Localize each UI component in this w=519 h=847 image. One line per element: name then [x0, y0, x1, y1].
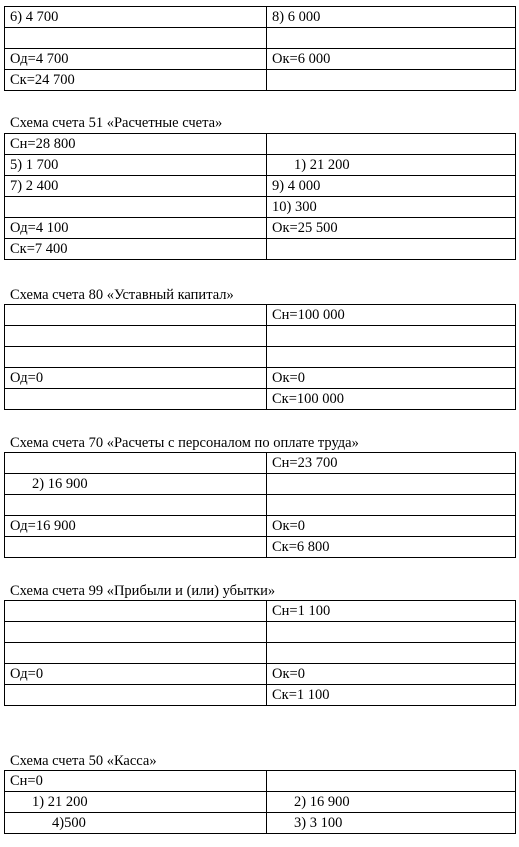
table-row: [5, 326, 516, 347]
table-row: [5, 664, 516, 685]
table-row: [5, 347, 516, 368]
debit-cell: 5) 1 700: [5, 155, 267, 176]
debit-cell: [5, 326, 267, 347]
credit-turnover-cell: Ок=0: [267, 368, 516, 389]
table-row: [5, 134, 516, 155]
table-row: [5, 176, 516, 197]
opening-balance-cell: Сн=23 700: [267, 453, 516, 474]
table-row: [5, 239, 516, 260]
debit-cell: [5, 389, 267, 410]
debit-cell: 2) 16 900: [5, 474, 267, 495]
credit-cell: [267, 28, 516, 49]
opening-balance-cell: Сн=100 000: [267, 305, 516, 326]
account-80-title: Схема счета 80 «Уставный капитал»: [10, 287, 234, 303]
closing-balance-cell: Ск=1 100: [267, 685, 516, 706]
credit-turnover-cell: Ок=6 000: [267, 49, 516, 70]
credit-cell: 1) 21 200: [267, 155, 516, 176]
table-row: [5, 643, 516, 664]
debit-cell: [5, 685, 267, 706]
table-row: [5, 453, 516, 474]
debit-turnover-cell: Од=4 700: [5, 49, 267, 70]
account-51-table: [4, 133, 516, 260]
table-row: [5, 305, 516, 326]
account-99-table: [4, 600, 516, 706]
debit-cell: [5, 347, 267, 368]
debit-cell: 7) 2 400: [5, 176, 267, 197]
table-row: [5, 516, 516, 537]
debit-turnover-cell: Од=0: [5, 368, 267, 389]
opening-balance-cell: Сн=0: [5, 771, 267, 792]
debit-cell: [5, 601, 267, 622]
table-row: [5, 685, 516, 706]
credit-cell: 2) 16 900: [267, 792, 516, 813]
credit-cell: [267, 326, 516, 347]
opening-balance-cell: Сн=1 100: [267, 601, 516, 622]
debit-turnover-cell: Од=0: [5, 664, 267, 685]
table-row: [5, 70, 516, 91]
debit-cell: [5, 453, 267, 474]
debit-cell: [5, 28, 267, 49]
table-row: [5, 622, 516, 643]
credit-cell: [267, 134, 516, 155]
debit-cell: 1) 21 200: [5, 792, 267, 813]
debit-cell: [5, 495, 267, 516]
table-row: [5, 792, 516, 813]
account-table-top: [4, 6, 516, 91]
credit-cell: [267, 495, 516, 516]
credit-cell: [267, 622, 516, 643]
credit-cell: 9) 4 000: [267, 176, 516, 197]
credit-cell: [267, 347, 516, 368]
table-row: [5, 537, 516, 558]
credit-cell: [267, 643, 516, 664]
table-row: [5, 813, 516, 834]
debit-cell: 4)500: [5, 813, 267, 834]
credit-cell: 8) 6 000: [267, 7, 516, 28]
table-row: [5, 155, 516, 176]
credit-cell: [267, 239, 516, 260]
table-row: [5, 601, 516, 622]
account-99-title: Схема счета 99 «Прибыли и (или) убытки»: [10, 583, 276, 599]
account-80-table: [4, 304, 516, 410]
credit-turnover-cell: Ок=0: [267, 516, 516, 537]
debit-cell: [5, 305, 267, 326]
closing-balance-cell: Ск=6 800: [267, 537, 516, 558]
credit-cell: [267, 70, 516, 91]
closing-balance-cell: Ск=24 700: [5, 70, 267, 91]
debit-cell: [5, 197, 267, 218]
table-row: [5, 474, 516, 495]
closing-balance-cell: Ск=7 400: [5, 239, 267, 260]
table-row: [5, 28, 516, 49]
table-row: [5, 771, 516, 792]
debit-cell: [5, 643, 267, 664]
debit-cell: [5, 537, 267, 558]
table-row: [5, 49, 516, 70]
debit-cell: 6) 4 700: [5, 7, 267, 28]
credit-cell: [267, 771, 516, 792]
debit-cell: [5, 622, 267, 643]
debit-turnover-cell: Од=16 900: [5, 516, 267, 537]
table-row: [5, 495, 516, 516]
table-row: [5, 389, 516, 410]
debit-turnover-cell: Од=4 100: [5, 218, 267, 239]
table-row: [5, 218, 516, 239]
account-50-title: Схема счета 50 «Касса»: [10, 753, 157, 769]
credit-cell: 10) 300: [267, 197, 516, 218]
opening-balance-cell: Сн=28 800: [5, 134, 267, 155]
credit-turnover-cell: Ок=25 500: [267, 218, 516, 239]
account-70-title: Схема счета 70 «Расчеты с персоналом по оплате труда»: [10, 435, 359, 451]
table-row: [5, 7, 516, 28]
credit-cell: [267, 474, 516, 495]
account-51-title: Схема счета 51 «Расчетные счета»: [10, 115, 223, 131]
credit-turnover-cell: Ок=0: [267, 664, 516, 685]
table-row: [5, 197, 516, 218]
account-70-table: [4, 452, 516, 558]
account-50-table: [4, 770, 516, 834]
closing-balance-cell: Ск=100 000: [267, 389, 516, 410]
table-row: [5, 368, 516, 389]
credit-cell: 3) 3 100: [267, 813, 516, 834]
